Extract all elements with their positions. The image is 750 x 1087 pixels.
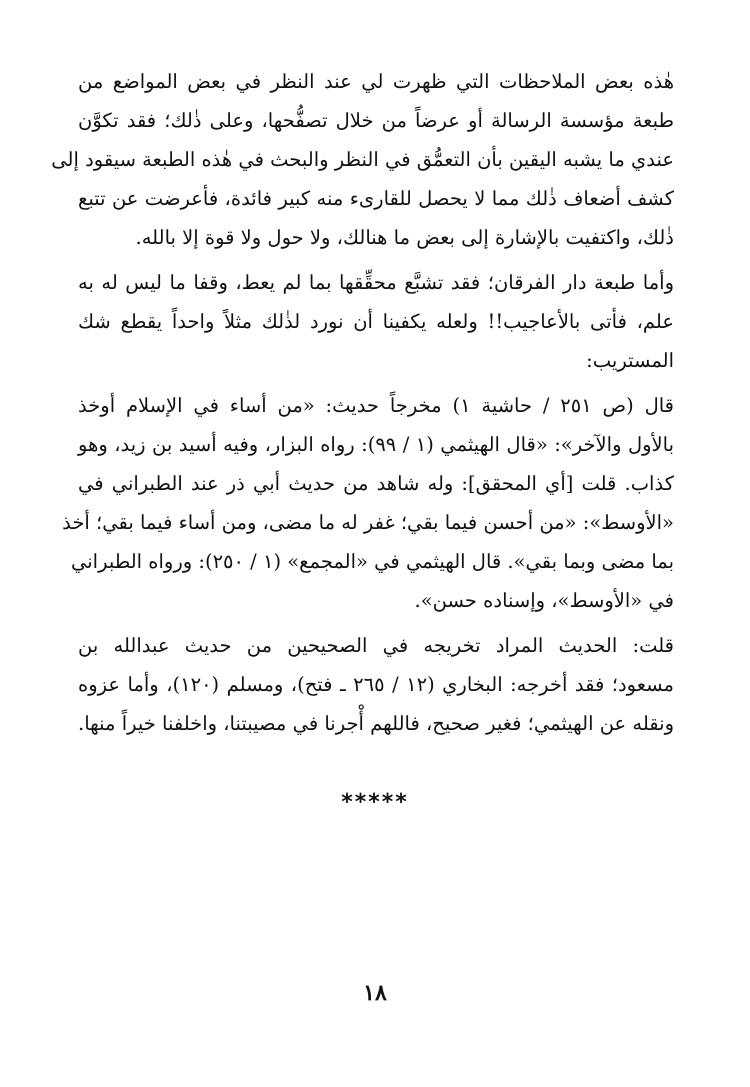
text-line: طبعة مؤسسة الرسالة أو عرضاً من خلال تصفُّحها، وعلى ذٰلك؛ فقد تكوَّن: [78, 109, 674, 132]
paragraph-2: [78, 263, 674, 380]
text-line: كشف أضعاف ذٰلك مما لا يحصل للقارىء منه كبير فائدة، فأعرضت عن تتبع: [78, 187, 674, 210]
text-line: هٰذه بعض الملاحظات التي ظهرت لي عند النظر في بعض المواضع من: [78, 70, 674, 93]
paragraph-3: [62, 386, 675, 620]
text-line: ذٰلك، واكتفيت بالإشارة إلى بعض ما هنالك، ولا حول ولا قوة إلا بالله.: [135, 226, 674, 249]
page-number: ١٨: [363, 980, 387, 1006]
text-line: كذاب. قلت [أي المحقق]: وله شاهد من حديث أبي ذر عند الطبراني في: [78, 472, 674, 495]
text-line: قال (ص ٢٥١ / حاشية ١) مخرجاً حديث: «من أساء في الإسلام أوخذ: [78, 394, 675, 417]
text-line: المستريب:: [586, 349, 674, 372]
text-line: عندي ما يشبه اليقين بأن التعمُّق في النظر والبحث في هٰذه الطبعة سيقود إلى: [51, 148, 674, 171]
text-line: «الأوسط»: «من أحسن فيما بقي؛ غفر له ما مضى، ومن أساء فيما بقي؛ أخذ: [62, 511, 674, 534]
paragraph-1: [51, 62, 674, 257]
paragraph-4: [78, 626, 674, 743]
text-line: مسعود؛ فقد أخرجه: البخاري (١٢ / ٢٦٥ ـ فتح)، ومسلم (١٢٠)، وأما عزوه: [78, 673, 674, 696]
text-line: وأما طبعة دار الفرقان؛ فقد تشبَّع محقِّقها بما لم يعط، وقفا ما ليس له به: [78, 271, 674, 294]
text-line: ونقله عن الهيثمي؛ فغير صحيح، فاللهم أْجرنا في مصيبتنا، واخلفنا خيراً منها.: [78, 712, 674, 735]
text-line: في «الأوسط»، وإسناده حسن».: [414, 589, 674, 612]
section-separator: *****: [341, 790, 409, 815]
text-line: بما مضى وبما بقي». قال الهيثمي في «المجمع» (١ / ٢٥٠): ورواه الطبراني: [71, 550, 674, 573]
text-line: علم، فأتى بالأعاجيب!! ولعله يكفينا أن نورد لذٰلك مثلاً واحداً يقطع شك: [78, 310, 674, 333]
text-line: قلت: الحديث المراد تخريجه في الصحيحين من حديث عبدالله بن: [78, 634, 674, 657]
text-line: بالأول والآخر»: «قال الهيثمي (١ / ٩٩): رواه البزار، وفيه أسيد بن زيد، وهو: [78, 433, 675, 456]
body-text: [51, 62, 675, 749]
